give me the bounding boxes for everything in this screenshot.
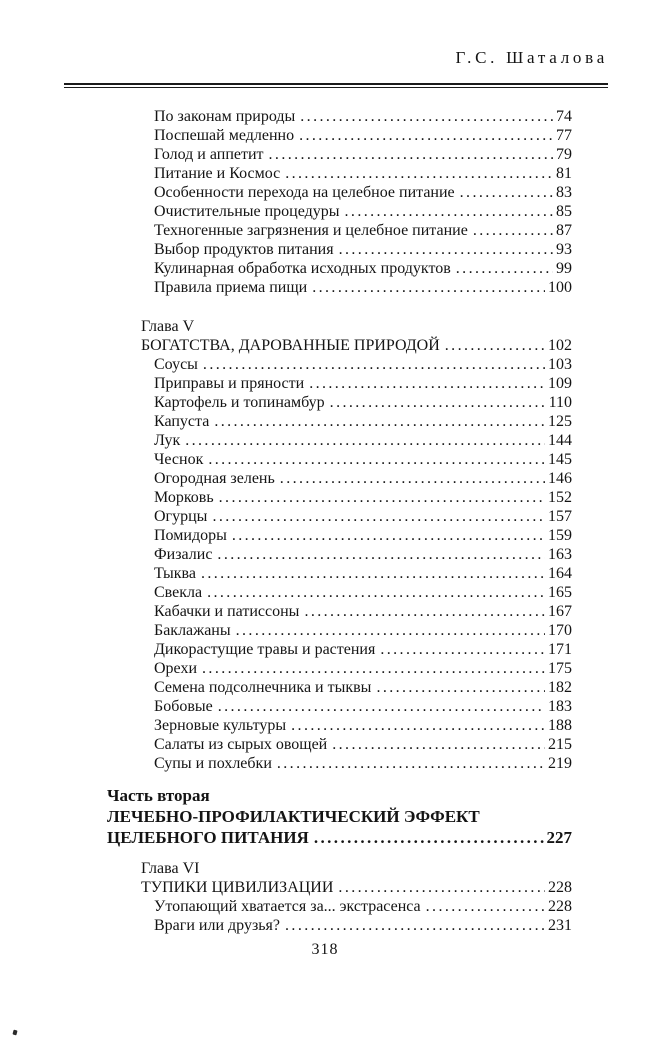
dot-leader <box>217 545 545 564</box>
toc-page-number: 81 <box>556 165 572 182</box>
toc-entry-title: Морковь <box>154 489 214 506</box>
toc-page-number: 109 <box>548 375 572 392</box>
toc-entry-title: Огурцы <box>154 508 208 525</box>
toc-row <box>154 221 572 240</box>
toc-page-number: 159 <box>548 527 572 544</box>
toc-entry-title: По законам природы <box>154 108 296 125</box>
toc-row <box>154 126 572 145</box>
toc-row <box>154 621 572 640</box>
part-label: Часть вторая <box>107 786 210 805</box>
toc-entry-title: Приправы и пряности <box>154 375 305 392</box>
toc-row <box>154 897 572 916</box>
toc-row <box>154 659 572 678</box>
toc-page-number: 170 <box>548 622 572 639</box>
dot-leader <box>473 221 553 240</box>
toc-section-глава-vi <box>64 859 572 935</box>
toc-page-number: 87 <box>556 222 572 239</box>
chapter-heading-row <box>141 336 572 355</box>
toc-page-number: 215 <box>548 736 572 753</box>
chapter-heading: БОГАТСТВА, ДАРОВАННЫЕ ПРИРОДОЙ <box>141 337 440 354</box>
toc-row <box>154 507 572 526</box>
chapter-label-row <box>141 317 572 336</box>
toc-entry-title: Голод и аппетит <box>154 146 264 163</box>
toc-page-number: 167 <box>548 603 572 620</box>
toc-page-number: 74 <box>556 108 572 125</box>
toc-entry-title: Техногенные загрязнения и целебное питание <box>154 222 468 239</box>
toc-row <box>154 640 572 659</box>
dot-leader <box>207 583 545 602</box>
dot-leader <box>339 240 553 259</box>
toc-entry-title: Соусы <box>154 356 198 373</box>
toc-row <box>154 526 572 545</box>
toc-entry-title: Дикорастущие травы и растения <box>154 641 376 658</box>
dot-leader <box>314 827 544 848</box>
toc-entry-title: Баклажаны <box>154 622 231 639</box>
toc-entry-title: Свекла <box>154 584 203 601</box>
part-heading-row <box>107 806 572 827</box>
dot-leader <box>445 336 545 355</box>
dot-leader <box>269 145 553 164</box>
toc-page-number: 83 <box>556 184 572 201</box>
chapter-label: Глава VI <box>141 860 200 877</box>
dot-leader <box>426 897 545 916</box>
dot-leader <box>332 735 545 754</box>
toc-entry-title: Семена подсолнечника и тыквы <box>154 679 372 696</box>
dot-leader <box>236 621 545 640</box>
toc-row <box>154 374 572 393</box>
dot-leader <box>338 878 545 897</box>
dot-leader <box>285 164 553 183</box>
toc-page-number: 175 <box>548 660 572 677</box>
dot-leader <box>291 716 545 735</box>
toc-page-number: 182 <box>548 679 572 696</box>
toc-page-number: 171 <box>548 641 572 658</box>
toc-row <box>154 431 572 450</box>
toc-section-entries <box>64 107 572 297</box>
toc-entry-title: Тыква <box>154 565 196 582</box>
toc-page-number: 188 <box>548 717 572 734</box>
part-heading-row <box>107 827 572 848</box>
toc-entry-title: Огородная зелень <box>154 470 275 487</box>
toc-page-number: 165 <box>548 584 572 601</box>
dot-leader <box>185 431 545 450</box>
toc-entry-title: Зерновые культуры <box>154 717 287 734</box>
toc-page-number: 231 <box>548 917 572 934</box>
toc-row <box>154 697 572 716</box>
toc-page-number: 157 <box>548 508 572 525</box>
dot-leader <box>380 640 545 659</box>
toc-entry-title: Кулинарная обработка исходных продуктов <box>154 260 451 277</box>
toc-page-number: 146 <box>548 470 572 487</box>
toc-page-number: 100 <box>548 279 572 296</box>
toc-entry-title: Капуста <box>154 413 210 430</box>
part-heading-line: ЛЕЧЕБНО-ПРОФИЛАКТИЧЕСКИЙ ЭФФЕКТ <box>107 807 480 826</box>
toc-page-number: 228 <box>548 898 572 915</box>
toc-row <box>154 202 572 221</box>
toc-entry-title: Правила приема пищи <box>154 279 308 296</box>
dot-leader <box>330 393 546 412</box>
toc-section-глава-v <box>64 317 572 773</box>
toc-entry-title: Салаты из сырых овощей <box>154 736 328 753</box>
toc-entry-title: Помидоры <box>154 527 227 544</box>
toc-entry-title: Супы и похлебки <box>154 755 272 772</box>
toc-entry-title: Орехи <box>154 660 198 677</box>
toc-entry-title: Особенности перехода на целебное питание <box>154 184 455 201</box>
toc-row <box>154 716 572 735</box>
dot-leader <box>304 602 545 621</box>
chapter-heading-row <box>141 878 572 897</box>
toc-entry-title: Лук <box>154 432 181 449</box>
dot-leader <box>212 507 545 526</box>
toc-row <box>154 754 572 773</box>
toc-row <box>154 393 572 412</box>
dot-leader <box>208 450 545 469</box>
toc-row <box>154 583 572 602</box>
chapter-label: Глава V <box>141 318 195 335</box>
toc-page-number: 144 <box>548 432 572 449</box>
toc-row <box>154 259 572 278</box>
toc-page-number: 152 <box>548 489 572 506</box>
toc-page-number: 85 <box>556 203 572 220</box>
toc-row <box>154 145 572 164</box>
dot-leader <box>214 412 545 431</box>
chapter-heading: ТУПИКИ ЦИВИЛИЗАЦИИ <box>141 879 334 896</box>
toc-row <box>154 355 572 374</box>
toc-entry-title: Чеснок <box>154 451 204 468</box>
toc-page-number: 183 <box>548 698 572 715</box>
toc-row <box>154 488 572 507</box>
table-of-contents <box>64 107 572 935</box>
toc-page-number: 163 <box>548 546 572 563</box>
toc-row <box>154 545 572 564</box>
toc-entry-title: Утопающий хватается за... экстрасенса <box>154 898 421 915</box>
toc-row <box>154 450 572 469</box>
dot-leader <box>219 488 545 507</box>
toc-row <box>154 164 572 183</box>
dot-leader <box>460 183 553 202</box>
scan-speck <box>12 1030 17 1036</box>
toc-row <box>154 735 572 754</box>
toc-entry-title: Враги или друзья? <box>154 917 281 934</box>
toc-page-number: 164 <box>548 565 572 582</box>
part-heading-line: ЦЕЛЕБНОГО ПИТАНИЯ <box>107 828 309 847</box>
toc-page-number: 125 <box>548 413 572 430</box>
toc-page-number: 227 <box>546 828 572 847</box>
toc-row <box>154 183 572 202</box>
toc-row <box>154 916 572 935</box>
toc-page-number: 79 <box>556 146 572 163</box>
dot-leader <box>280 469 545 488</box>
dot-leader <box>345 202 553 221</box>
toc-page-number: 219 <box>548 755 572 772</box>
toc-entry-title: Бобовые <box>154 698 213 715</box>
toc-row <box>154 412 572 431</box>
dot-leader <box>300 107 553 126</box>
toc-entry-title: Картофель и топинамбур <box>154 394 325 411</box>
toc-row <box>154 564 572 583</box>
toc-page-number: 145 <box>548 451 572 468</box>
toc-page-number: 103 <box>548 356 572 373</box>
toc-page-number: 102 <box>548 337 572 354</box>
header-double-rule <box>64 83 608 88</box>
dot-leader <box>285 916 545 935</box>
toc-entry-title: Поспешай медленно <box>154 127 295 144</box>
chapter-label-row <box>141 859 572 878</box>
dot-leader <box>218 697 545 716</box>
toc-entry-title: Очистительные процедуры <box>154 203 340 220</box>
dot-leader <box>299 126 553 145</box>
toc-row <box>154 602 572 621</box>
toc-page-number: 99 <box>556 260 572 277</box>
dot-leader <box>277 754 545 773</box>
running-head-author: Г.С. Шаталова <box>455 48 608 67</box>
part-label-row <box>107 785 572 806</box>
toc-page-number: 77 <box>556 127 572 144</box>
toc-entry-title: Физалис <box>154 546 213 563</box>
dot-leader <box>201 564 545 583</box>
toc-section-часть-вторая <box>64 785 572 848</box>
toc-page-number: 228 <box>548 879 572 896</box>
toc-entry-title: Питание и Космос <box>154 165 281 182</box>
dot-leader <box>456 259 553 278</box>
toc-entry-title: Выбор продуктов питания <box>154 241 334 258</box>
folio-page-number: 318 <box>311 941 339 958</box>
toc-page-number: 110 <box>548 394 572 411</box>
dot-leader <box>376 678 545 697</box>
toc-entry-title: Кабачки и патиссоны <box>154 603 300 620</box>
toc-row <box>154 240 572 259</box>
toc-row <box>154 107 572 126</box>
toc-row <box>154 678 572 697</box>
dot-leader <box>232 526 545 545</box>
dot-leader <box>312 278 545 297</box>
dot-leader <box>202 659 545 678</box>
dot-leader <box>203 355 545 374</box>
toc-row <box>154 469 572 488</box>
toc-row <box>154 278 572 297</box>
toc-page-number: 93 <box>556 241 572 258</box>
dot-leader <box>309 374 545 393</box>
